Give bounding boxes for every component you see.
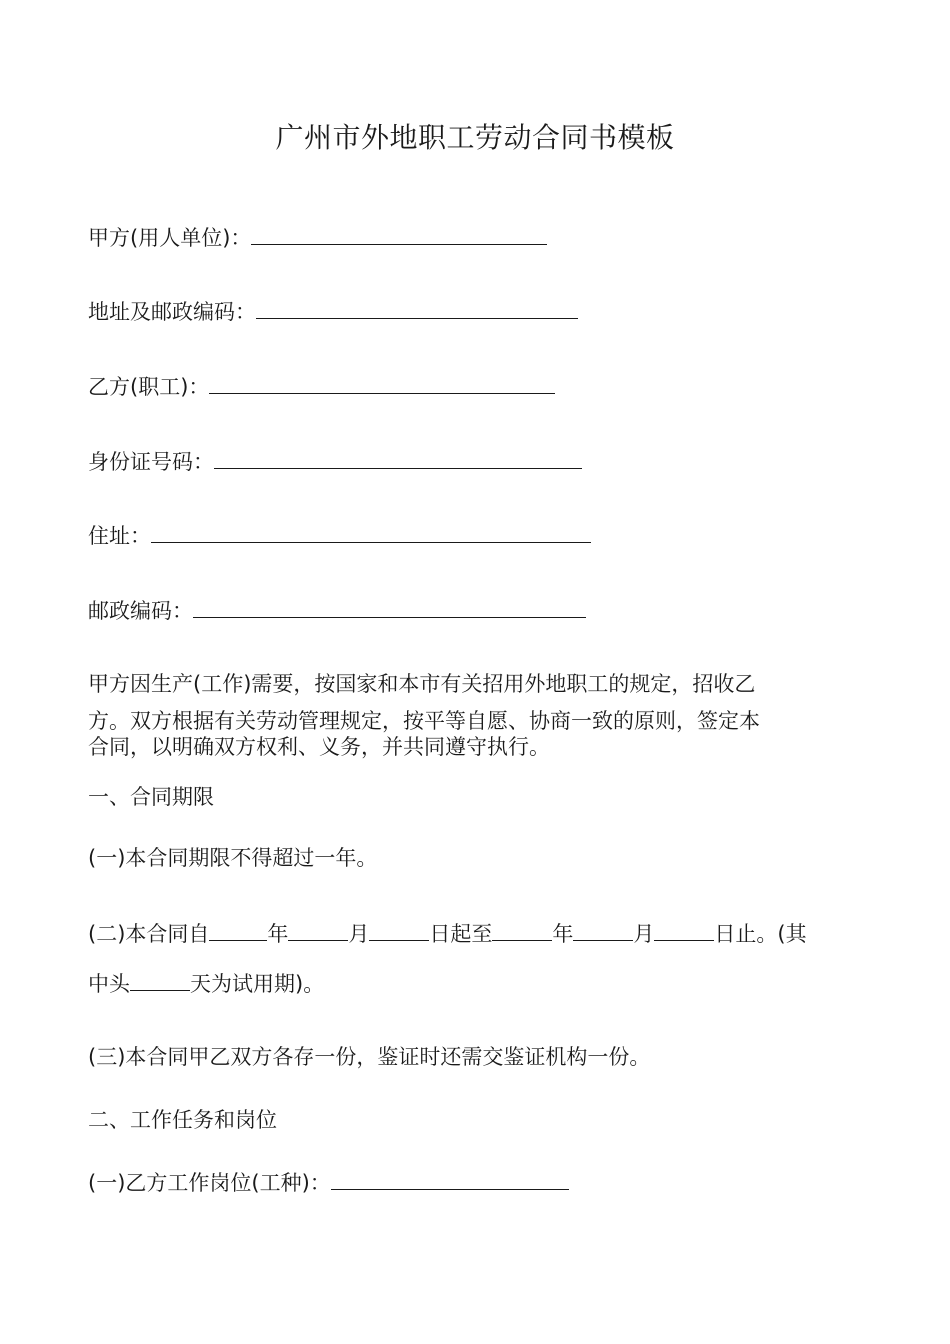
field-employer-label: 甲方(用人单位)： — [88, 226, 252, 250]
probation-text-end: 天为试用期)。 — [190, 972, 325, 996]
probation-text-start: 中头 — [88, 972, 130, 996]
section-1-heading: 一、合同期限 — [88, 785, 214, 809]
field-residence-blank[interactable] — [151, 520, 591, 543]
section-1-item-3: (三)本合同甲乙双方各存一份，鉴证时还需交鉴证机构一份。 — [88, 1045, 651, 1069]
field-employer-blank[interactable] — [251, 222, 547, 245]
start-month-blank[interactable] — [288, 918, 348, 941]
section-1-item-2 — [88, 918, 807, 948]
field-address-postcode — [88, 296, 578, 326]
job-position-label: (一)乙方工作岗位(工种)： — [88, 1171, 331, 1195]
field-employee-blank[interactable] — [209, 371, 555, 394]
field-postcode — [88, 595, 586, 625]
preamble-line-3: 合同，以明确双方权利、义务，并共同遵守执行。 — [88, 735, 550, 759]
start-day-blank[interactable] — [369, 918, 429, 941]
section-2-item-1 — [88, 1167, 569, 1197]
term-text-year-2: 年 — [552, 922, 574, 946]
document-title: 广州市外地职工劳动合同书模板 — [275, 121, 675, 154]
start-year-blank[interactable] — [209, 918, 267, 941]
preamble-line-2: 方。双方根据有关劳动管理规定，按平等自愿、协商一致的原则，签定本 — [88, 709, 760, 733]
probation-days-blank[interactable] — [130, 968, 190, 991]
term-text-start: (二)本合同自 — [88, 922, 210, 946]
end-month-blank[interactable] — [573, 918, 633, 941]
term-text-until: 日起至 — [429, 922, 493, 946]
field-employee-label: 乙方(职工)： — [88, 375, 210, 399]
section-2-heading: 二、工作任务和岗位 — [88, 1108, 277, 1132]
field-employee — [88, 371, 555, 401]
field-postcode-label: 邮政编码： — [88, 599, 193, 623]
section-1-item-1: (一)本合同期限不得超过一年。 — [88, 846, 378, 870]
field-employer — [88, 222, 547, 252]
field-residence — [88, 520, 591, 550]
preamble-line-1: 甲方因生产(工作)需要，按国家和本市有关招用外地职工的规定，招收乙 — [88, 672, 756, 696]
term-text-end: 日止。(其 — [714, 922, 807, 946]
end-day-blank[interactable] — [654, 918, 714, 941]
field-residence-label: 住址： — [88, 524, 151, 548]
section-1-item-2-cont — [88, 968, 324, 998]
term-text-year: 年 — [267, 922, 289, 946]
field-postcode-blank[interactable] — [193, 595, 586, 618]
field-id-number-label: 身份证号码： — [88, 450, 214, 474]
field-address-postcode-label: 地址及邮政编码： — [88, 300, 256, 324]
term-text-month: 月 — [348, 922, 370, 946]
field-id-number-blank[interactable] — [214, 446, 582, 469]
term-text-month-2: 月 — [633, 922, 655, 946]
field-id-number — [88, 446, 582, 476]
job-position-blank[interactable] — [331, 1167, 569, 1190]
field-address-postcode-blank[interactable] — [256, 296, 578, 319]
end-year-blank[interactable] — [492, 918, 552, 941]
